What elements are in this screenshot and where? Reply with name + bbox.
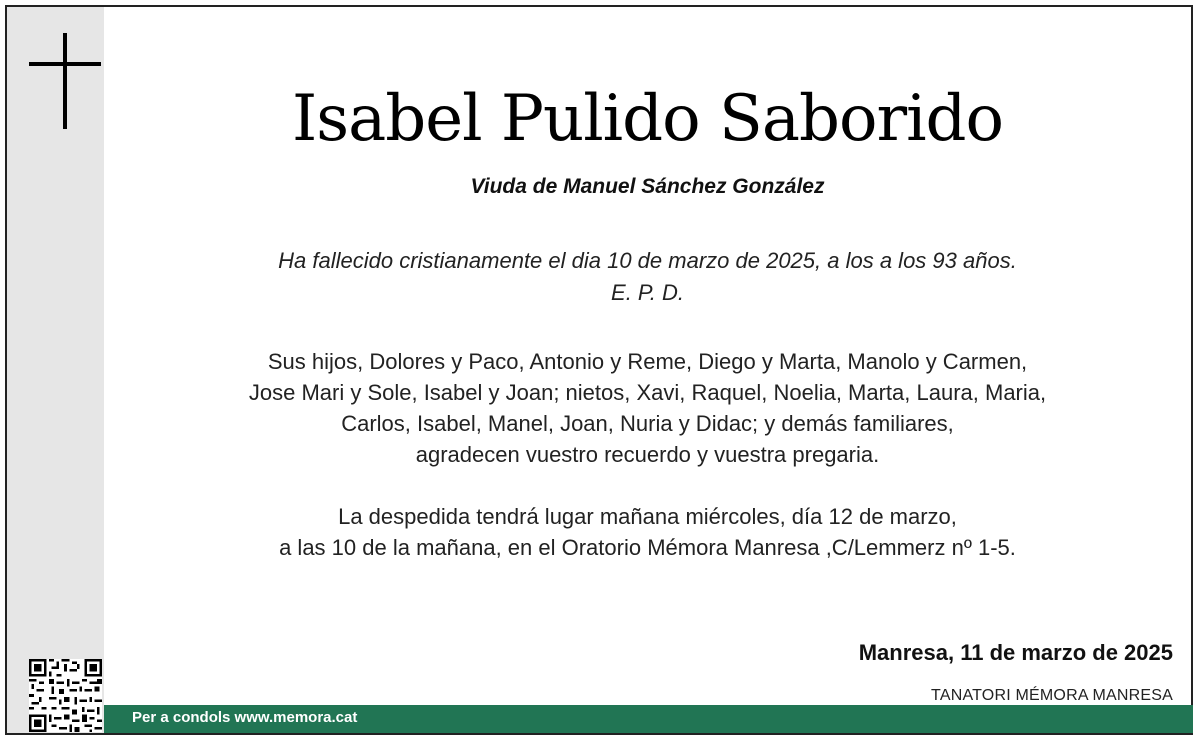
condolences-link[interactable]: Per a condols www.memora.cat <box>132 709 358 726</box>
widow-of-line: Viuda de Manuel Sánchez González <box>470 175 825 198</box>
funeral-details <box>104 501 1191 563</box>
funeral-home-name: TANATORI MÉMORA MANRESA <box>931 687 1173 704</box>
death-announcement <box>104 245 1191 309</box>
family-line: Carlos, Isabel, Manel, Joan, Nuria y Didac; y demás familiares, <box>341 411 954 436</box>
funeral-line: La despedida tendrá lugar mañana miércoles, día 12 de marzo, <box>338 504 957 529</box>
family-line: Sus hijos, Dolores y Paco, Antonio y Reme, Diego y Marta, Manolo y Carmen, <box>267 349 1028 374</box>
family-paragraph <box>104 346 1191 470</box>
qr-code-icon[interactable] <box>29 659 102 732</box>
death-line: Ha fallecido cristianamente el dia 10 de marzo de 2025, a los a los 93 años. <box>278 248 1017 273</box>
deceased-name: Isabel Pulido Saborido <box>291 82 1004 156</box>
place-date: Manresa, 11 de marzo de 2025 <box>858 640 1173 665</box>
cross-icon <box>63 33 67 129</box>
family-line: Jose Mari y Sole, Isabel y Joan; nietos, Xavi, Raquel, Noelia, Marta, Laura, Maria, <box>248 380 1047 405</box>
funeral-line: a las 10 de la mañana, en el Oratorio Mémora Manresa ,C/Lemmerz nº 1-5. <box>279 535 1016 560</box>
footer-bar <box>104 705 1193 733</box>
cross-icon-bar <box>29 62 101 66</box>
notice-content <box>104 7 1191 733</box>
sidebar <box>7 7 104 733</box>
epd-line: E. P. D. <box>611 280 684 305</box>
family-line: agradecen vuestro recuerdo y vuestra pregaria. <box>415 442 880 467</box>
